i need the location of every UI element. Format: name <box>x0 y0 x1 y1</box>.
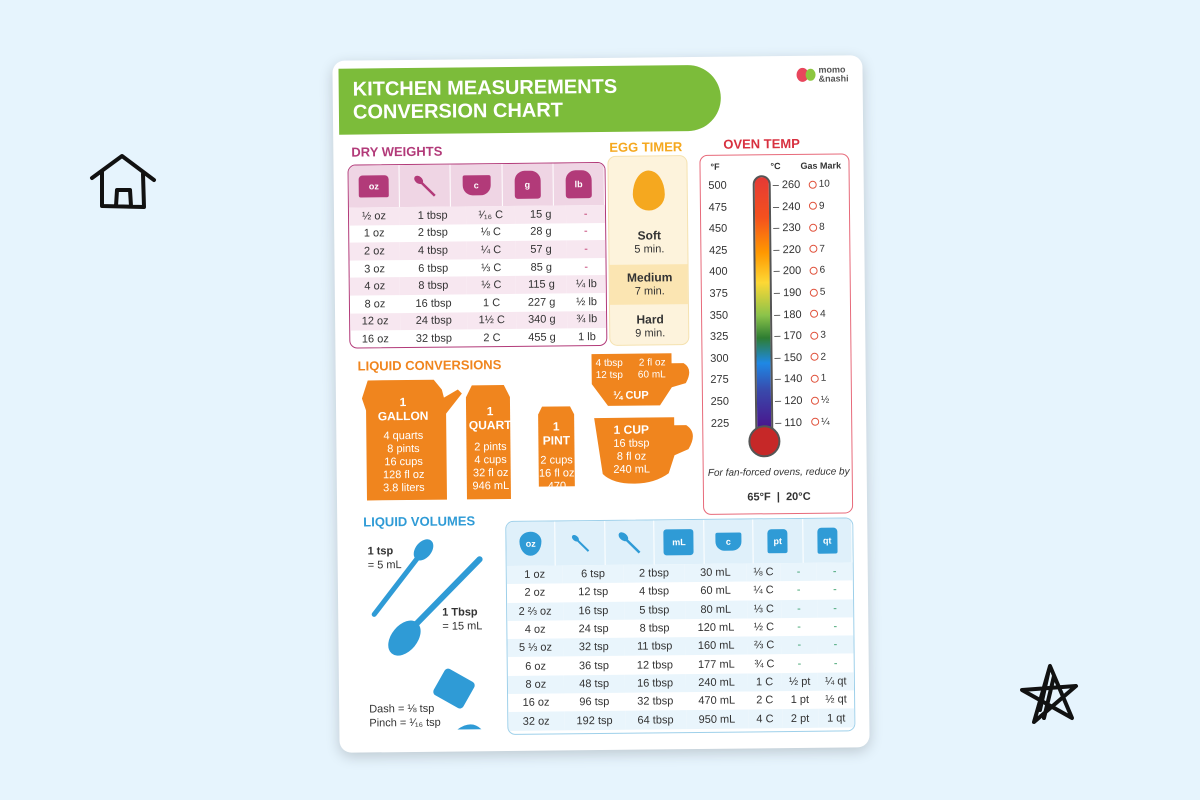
table-cell: 12 tbsp <box>636 658 674 672</box>
table-cell: ½ oz <box>349 207 399 225</box>
table-cell: 8 tbsp <box>639 622 670 635</box>
title-line-1: KITCHEN MEASUREMENTS <box>352 75 618 101</box>
liquid-equivalent: 4 cups <box>474 453 507 467</box>
oven-c-value: – 190 <box>773 286 802 300</box>
gas-mark-value: 3 <box>810 330 826 341</box>
liquid-equivalent: 128 fl oz <box>382 468 425 482</box>
dry-weights-title: DRY WEIGHTS <box>351 143 443 160</box>
table-cell: 48 tsp <box>564 675 625 694</box>
table-cell: 32 tsp <box>563 638 624 657</box>
dry-weights-table <box>347 162 607 349</box>
table-cell: 16 oz <box>522 696 550 710</box>
table-cell: 57 g <box>515 241 566 259</box>
oven-f-value: 300 <box>710 352 729 365</box>
table-cell: 1 tbsp <box>399 206 466 224</box>
table-cell: 32 tbsp <box>415 332 453 345</box>
table-cell: - <box>817 636 853 655</box>
col-c-label: °C <box>770 161 781 172</box>
oven-c-value: – 140 <box>774 373 803 386</box>
tablespoon-icon <box>381 559 481 662</box>
table-cell: 2 pt <box>782 709 818 728</box>
table-cell: 8 tbsp <box>400 277 467 295</box>
oven-f-value: 250 <box>710 395 730 408</box>
table-cell: 1 C <box>747 673 781 692</box>
liquid-equivalent: 8 pints <box>387 442 420 456</box>
table-cell: 2 C <box>756 694 774 707</box>
flame-icon <box>809 245 817 253</box>
table-cell: - <box>584 260 589 273</box>
oven-temp-panel <box>699 153 853 515</box>
egg-medium: Medium 7 min. <box>626 270 673 298</box>
liquid-conversions-title: LIQUID CONVERSIONS <box>357 357 502 374</box>
table-cell: 2 oz <box>349 242 399 260</box>
oven-temp-title: OVEN TEMP <box>723 135 800 152</box>
table-cell: ¼ lb <box>567 275 606 293</box>
table-cell: 85 g <box>530 261 553 274</box>
oven-f-value: 275 <box>710 374 729 387</box>
flame-icon <box>809 180 817 188</box>
egg-timer-title: EGG TIMER <box>609 139 683 155</box>
table-cell: 4 tbsp <box>639 585 670 599</box>
liquid-volumes-title: LIQUID VOLUMES <box>363 513 476 530</box>
gas-mark-value: 1 <box>811 373 827 384</box>
flame-icon <box>811 396 819 404</box>
table-cell: 470 mL <box>698 694 736 708</box>
flame-icon <box>810 288 818 296</box>
oven-c-value: – 220 <box>773 243 802 256</box>
table-cell: 32 tbsp <box>637 695 674 708</box>
fan-forced-reduction: 65°F | 20°C <box>747 490 811 504</box>
thermometer-bulb <box>748 425 780 457</box>
liquid-equivalent: 16 tbsp <box>613 437 650 450</box>
table-cell: ⅛ C <box>746 563 780 582</box>
quart-icon: qt <box>817 528 837 554</box>
table-cell: 4 oz <box>350 277 400 295</box>
table-cell: - <box>780 563 816 582</box>
table-cell: ¼ C <box>753 584 774 597</box>
table-cell: - <box>797 657 802 670</box>
oven-c-value: – 150 <box>774 351 803 364</box>
liquid-equivalent: 4 quarts <box>383 429 424 443</box>
table-cell: 1 lb <box>578 331 596 344</box>
table-cell: ½ qt <box>825 693 847 706</box>
table-cell: 32 oz <box>508 712 564 731</box>
table-cell: ⅛ C <box>480 226 501 239</box>
liquid-equivalent: 16 cups <box>384 455 423 469</box>
gas-mark-value: 7 <box>809 243 825 254</box>
flame-icon <box>810 267 818 275</box>
title-banner <box>338 65 721 135</box>
dash-label: Dash = ⅛ tsp <box>369 702 435 716</box>
gas-mark-value: 5 <box>810 287 826 298</box>
gas-mark-value: ¼ <box>811 416 829 427</box>
oven-f-value: 500 <box>708 179 727 192</box>
liquid-equivalent: 2 cups <box>540 454 573 467</box>
table-cell: 24 tsp <box>578 622 609 636</box>
ml-mug-icon: mL <box>664 529 694 555</box>
table-cell: ½ lb <box>576 295 598 309</box>
egg-hard: Hard 9 min. <box>635 312 666 340</box>
table-cell: - <box>797 620 802 633</box>
table-cell: - <box>781 599 817 618</box>
gas-mark-value: 10 <box>809 179 830 190</box>
table-cell: 36 tsp <box>578 659 610 672</box>
table-cell: 240 mL <box>685 673 747 692</box>
table-cell: - <box>832 583 837 597</box>
liquid-volumes-table <box>505 517 855 735</box>
oven-f-value: 325 <box>709 330 729 344</box>
flame-icon <box>811 418 819 426</box>
gas-mark-value: ½ <box>811 395 829 406</box>
table-cell: 2 C <box>483 332 501 345</box>
pint-icon: pt <box>768 529 788 553</box>
spoon-icon <box>412 173 438 199</box>
liquid-equivalent: 32 fl oz <box>472 466 509 480</box>
oven-c-value: – 200 <box>773 265 802 278</box>
table-cell: ¾ C <box>754 657 775 671</box>
flame-icon <box>809 223 817 231</box>
table-cell: 8 oz <box>508 675 564 694</box>
table-cell: 12 tsp <box>578 586 609 599</box>
liquid-equivalent: 16 fl oz <box>538 467 575 480</box>
table-cell: 192 tsp <box>564 711 625 730</box>
table-cell: 1 qt <box>818 709 854 728</box>
table-cell: 950 mL <box>686 710 748 729</box>
table-cell: 177 mL <box>697 658 735 671</box>
table-cell: 6 tsp <box>562 565 623 584</box>
col-gas-label: Gas Mark <box>800 160 842 171</box>
table-cell: 28 g <box>530 225 552 239</box>
brand-logo <box>796 65 848 84</box>
oz-drop-icon: oz <box>520 532 542 556</box>
pint-label: 1 PINT 2 cups 16 fl oz 470 mL <box>538 419 575 506</box>
table-cell: 455 g <box>528 331 556 344</box>
table-cell: 16 oz <box>361 333 389 346</box>
table-cell: - <box>567 240 606 258</box>
gas-mark-value: 4 <box>810 308 826 319</box>
table-cell: 1½ C <box>467 311 516 329</box>
scale-g-icon: g <box>514 171 540 199</box>
table-cell: 16 tbsp <box>415 297 452 310</box>
liquid-equivalent: 2 pints <box>474 440 507 454</box>
table-cell: ⅓ C <box>747 600 781 619</box>
table-cell: 1 oz <box>363 227 385 240</box>
table-cell: 11 tbsp <box>624 637 685 656</box>
table-cell: 120 mL <box>697 621 735 635</box>
table-cell: 5 ⅓ oz <box>507 639 563 658</box>
table-cell: - <box>566 205 605 223</box>
one-cup-label: 1 CUP 16 tbsp 8 fl oz 240 mL <box>598 423 665 477</box>
liquid-equivalent: 470 mL <box>547 480 567 506</box>
col-f-label: °F <box>710 161 720 172</box>
table-cell: 16 tsp <box>563 601 624 620</box>
table-cell: ¾ lb <box>567 311 606 329</box>
table-cell: 64 tbsp <box>625 711 686 730</box>
table-cell: 227 g <box>527 296 556 309</box>
table-cell: 115 g <box>516 276 567 294</box>
oven-f-value: 375 <box>709 287 728 300</box>
egg-timer-icon <box>633 170 665 210</box>
table-cell: 8 oz <box>364 298 386 311</box>
gas-mark-value: 8 <box>809 222 825 233</box>
dry-weights-row <box>350 328 606 348</box>
table-cell: 5 tbsp <box>624 601 685 620</box>
oven-c-value: – 230 <box>773 222 801 235</box>
liquid-equivalent: 946 mL <box>472 479 510 493</box>
flame-icon <box>810 353 818 361</box>
tsp-spoon-icon <box>569 532 591 554</box>
oven-c-value: – 110 <box>775 416 803 429</box>
table-cell: 4 tbsp <box>399 242 466 260</box>
table-cell: - <box>817 599 853 618</box>
liquid-equivalent: 240 mL <box>613 463 651 476</box>
oven-c-value: – 180 <box>774 308 802 321</box>
logo-line-2: &nashi <box>818 73 849 84</box>
table-cell: ¼ C <box>466 241 515 259</box>
table-cell: 2 tbsp <box>417 226 448 240</box>
liquid-equivalent: 8 fl oz <box>616 450 647 463</box>
table-cell: 60 mL <box>700 585 731 598</box>
house-doodle-icon <box>86 150 160 214</box>
table-cell: 15 g <box>515 205 566 223</box>
tbsp-spoon-icon <box>616 530 642 556</box>
quart-label: 1 QUART 2 pints 4 cups 32 fl oz 946 mL <box>468 404 512 493</box>
table-cell: 4 oz <box>524 623 546 636</box>
gallon-label: 1 GALLON 4 quarts 8 pints 16 cups 128 fl oz 3.8 liters <box>370 396 437 496</box>
flame-icon <box>809 202 817 210</box>
liquid-volumes-row <box>508 709 854 731</box>
oven-f-value: 475 <box>708 201 728 214</box>
table-cell: ¼ qt <box>818 672 854 691</box>
table-cell: 24 tbsp <box>400 312 467 330</box>
oven-c-value: – 240 <box>772 200 801 213</box>
oven-f-value: 425 <box>708 244 728 257</box>
table-cell: 2 ⅔ oz <box>507 602 563 621</box>
table-cell: 1 oz <box>507 565 563 584</box>
flame-icon <box>810 331 818 339</box>
title-line-2: CONVERSION CHART <box>352 99 564 124</box>
table-cell: ½ pt <box>782 673 818 692</box>
table-cell: - <box>817 562 853 581</box>
table-cell: - <box>781 636 817 655</box>
fan-forced-note: For fan-forced ovens, reduce by <box>707 466 850 479</box>
table-cell: 340 g <box>516 311 567 329</box>
egg-timer-panel <box>607 155 689 346</box>
scale-lb-icon: lb <box>565 170 591 198</box>
table-cell: 30 mL <box>684 563 746 582</box>
cup-icon: c <box>462 175 490 195</box>
oz-weight-icon: oz <box>359 175 389 197</box>
gas-mark-value: 2 <box>810 351 826 362</box>
star-doodle-icon <box>1014 660 1088 730</box>
table-cell: 160 mL <box>685 637 747 656</box>
flame-icon <box>810 310 818 318</box>
tbsp-label: 1 Tbsp = 15 mL <box>442 606 483 633</box>
table-cell: ½ C <box>753 621 775 634</box>
liquid-equivalent: 3.8 liters <box>383 481 425 495</box>
table-cell: 1 C <box>482 296 501 309</box>
flame-icon <box>811 375 819 383</box>
egg-soft: Soft 5 min. <box>634 228 665 256</box>
pinch-label: Pinch = ¹⁄₁₆ tsp <box>369 716 441 730</box>
oven-f-value: 400 <box>709 266 728 279</box>
table-cell: 6 tbsp <box>418 262 449 275</box>
tsp-label: 1 tsp = 5 mL <box>367 545 402 572</box>
quarter-cup-label: 4 tbsp 2 fl oz 12 tsp 60 mL ¼ CUP <box>595 357 666 402</box>
table-cell: 16 tbsp <box>625 674 686 693</box>
cup-c-icon: c <box>715 533 741 551</box>
pear-icon <box>805 69 815 81</box>
table-cell: 12 oz <box>350 313 400 331</box>
table-cell: - <box>833 620 838 633</box>
table-cell: - <box>796 584 801 597</box>
table-cell: 2 oz <box>524 587 546 600</box>
table-cell: 3 oz <box>364 262 386 276</box>
conversion-chart-card <box>332 55 869 753</box>
table-cell: 2 tbsp <box>623 564 684 583</box>
table-cell: - <box>833 657 838 670</box>
gas-mark-value: 6 <box>810 265 826 276</box>
table-cell: 96 tsp <box>579 696 610 709</box>
oven-c-value: – 170 <box>774 330 802 343</box>
table-cell: ½ C <box>467 276 516 294</box>
table-cell: 6 oz <box>525 660 547 673</box>
oven-f-value: 450 <box>708 222 728 236</box>
gas-mark-value: 9 <box>809 200 825 211</box>
oven-c-value: – 120 <box>774 394 803 408</box>
logo-line-1: momo <box>818 64 846 75</box>
table-cell: - <box>583 225 588 238</box>
table-cell: 80 mL <box>685 600 747 619</box>
oven-c-value: – 260 <box>772 178 801 192</box>
table-cell: 4 C <box>748 709 782 728</box>
table-cell: ¹⁄₁₆ C <box>466 206 515 224</box>
teaspoon-icon <box>373 535 438 614</box>
table-cell: ⅓ C <box>481 261 502 274</box>
oven-f-value: 350 <box>709 309 729 322</box>
table-cell: ⅔ C <box>747 636 781 655</box>
thermometer-tube <box>753 175 774 430</box>
table-cell: 1 pt <box>790 694 810 707</box>
oven-f-value: 225 <box>710 417 730 430</box>
